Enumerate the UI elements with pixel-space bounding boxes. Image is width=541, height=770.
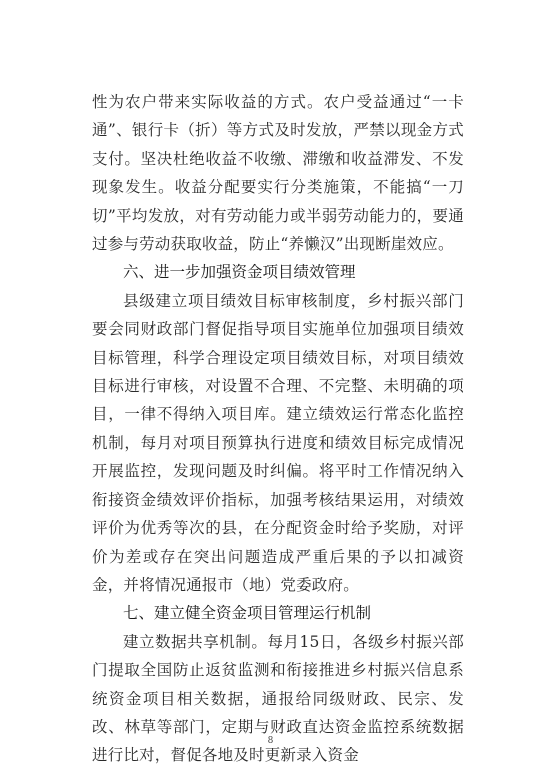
section-heading-seven: 七、建立健全资金项目管理运行机制 [123,604,372,623]
paragraph-continuation: 性为农户带来实际收益的方式。农户受益通过“一卡通”、银行卡（折）等方式及时发放，严禁以现金方式支付。坚决杜绝收益不收缴、滞缴和收益滞发、不发现象发生。收益分配要实行分类施策，不能搞“一刀切”平均发放，对有劳动能力或半弱劳动能力的，要通过参与劳动获取收益，防止“养懒汉”出现断崖效应。 [92,93,464,254]
section-heading-six: 六、进一步加强资金项目绩效管理 [123,263,356,282]
paragraph-performance-management: 县级建立项目绩效目标审核制度，乡村振兴部门要会同财政部门督促指导项目实施单位加强项目绩效目标管理，科学合理设定项目绩效目标，对项目绩效目标进行审核，对设置不合理、不完整、未明确的项目，一律不得纳入项目库。建立绩效运行常态化监控机制，每月对项目预算执行进度和绩效目标完成情况开展监控，发现问题及时纠偏。将平时工作情况纳入衔接资金绩效评价指标，加强考核结果运用，对绩效评价为优秀等次的县，在分配资金时给予奖励，对评价为差或存在突出问题造成严重后果的予以扣减资金，并将情况通报市（地）党委政府。 [92,291,464,594]
page-number: 8 [267,736,274,746]
document-body [92,88,464,770]
paragraph-data-sharing: 建立数据共享机制。每月15日，各级乡村振兴部门提取全国防止返贫监测和衔接推进乡村振兴信息系统资金项目相关数据，通报给同级财政、民宗、发改、林草等部门，定期与财政直达资金监控系统数据进行比对，督促各地及时更新录入资金 [92,632,464,765]
